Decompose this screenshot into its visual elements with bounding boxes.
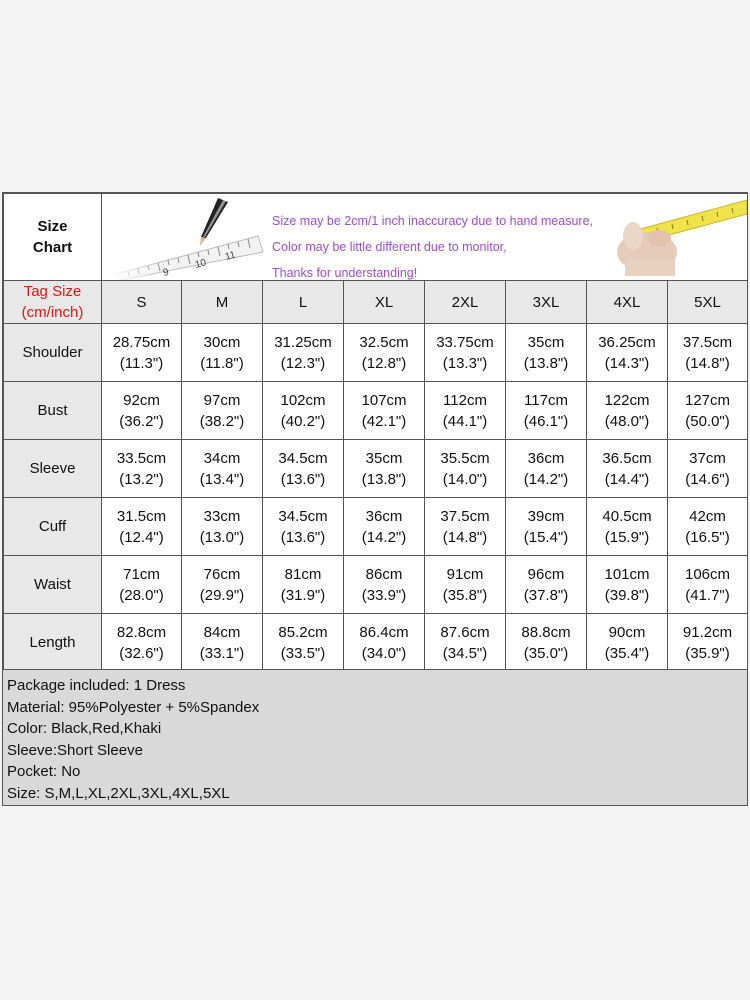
info-material: Material: 95%Polyester + 5%Spandex — [7, 698, 260, 716]
measurement-cell — [263, 614, 344, 672]
measurement-rows — [4, 324, 748, 672]
measurement-cell — [102, 382, 182, 440]
inch-value: (12.4") — [119, 528, 164, 546]
row-label: Sleeve — [4, 440, 102, 498]
inch-value: (40.2") — [280, 412, 326, 430]
inch-value: (13.2") — [119, 470, 164, 488]
table-row — [4, 440, 748, 498]
cm-value: 33.5cm — [116, 449, 167, 467]
size-header: 3XL — [506, 281, 587, 324]
cm-value: 34.5cm — [278, 449, 328, 467]
inch-value: (16.5") — [685, 528, 730, 546]
inch-value: (42.1") — [361, 412, 407, 430]
cm-value: 34cm — [203, 449, 241, 467]
info-color: Color: Black,Red,Khaki — [7, 720, 162, 737]
cm-value: 76cm — [203, 565, 241, 583]
inch-value: (33.1") — [199, 644, 245, 662]
cm-value: 35.5cm — [440, 449, 490, 467]
measurement-cell — [506, 440, 587, 498]
inch-value: (13.3") — [442, 354, 488, 372]
measurement-cell — [102, 556, 182, 614]
measurement-cell — [182, 324, 263, 382]
cm-value: 42cm — [689, 507, 726, 525]
cm-value: 88.8cm — [521, 623, 571, 641]
measurement-cell — [506, 382, 587, 440]
measurement-cell — [506, 614, 587, 672]
measurement-cell — [344, 498, 425, 556]
cm-value: 91.2cm — [682, 623, 733, 641]
table-row — [4, 556, 748, 614]
cm-value: 91cm — [446, 565, 484, 583]
row-label: Shoulder — [4, 324, 102, 382]
cm-value: 86.4cm — [359, 623, 409, 641]
cm-value: 127cm — [684, 391, 731, 409]
table-row — [4, 324, 748, 382]
inch-value: (37.8") — [523, 586, 569, 604]
table-row — [4, 498, 748, 556]
measurement-cell — [263, 382, 344, 440]
cm-value: 33cm — [203, 507, 241, 525]
banner — [102, 194, 748, 281]
measurement-cell — [506, 324, 587, 382]
inch-value: (14.2") — [523, 470, 569, 488]
measurement-cell — [182, 556, 263, 614]
inch-value: (35.0") — [523, 644, 569, 662]
inch-value: (14.8") — [442, 528, 488, 546]
row-label: Cuff — [4, 498, 102, 556]
inch-value: (13.4") — [199, 470, 245, 488]
inch-value: (12.3") — [280, 354, 326, 372]
inch-value: (28.0") — [119, 586, 164, 604]
info-size: Size: S,M,L,XL,2XL,3XL,4XL,5XL — [7, 784, 230, 802]
size-header: L — [263, 281, 344, 324]
table-row — [4, 614, 748, 672]
size-header: XL — [344, 281, 425, 324]
tag-size-line-1: Tag Size — [23, 283, 82, 300]
cm-value: 35cm — [365, 449, 403, 467]
inch-value: (44.1") — [442, 412, 488, 430]
cm-value: 81cm — [284, 565, 322, 583]
cm-value: 84cm — [203, 623, 241, 641]
size-header: 4XL — [587, 281, 668, 324]
cm-value: 87.6cm — [440, 623, 490, 641]
cm-value: 37.5cm — [682, 333, 733, 351]
measurement-cell — [668, 324, 748, 382]
inch-value: (14.4") — [604, 470, 650, 488]
measurement-cell — [182, 614, 263, 672]
inch-value: (11.3") — [119, 354, 164, 372]
measurement-cell — [425, 556, 506, 614]
product-info — [3, 669, 747, 805]
cm-value: 31.5cm — [116, 507, 167, 525]
cm-value: 35cm — [527, 333, 565, 351]
cm-value: 90cm — [608, 623, 646, 641]
info-sleeve: Sleeve:Short Sleeve — [7, 741, 143, 759]
measurement-cell — [668, 614, 748, 672]
cm-value: 30cm — [203, 333, 241, 351]
inch-value: (14.8") — [685, 354, 730, 372]
inch-value: (15.4") — [523, 528, 569, 546]
inch-value: (15.9") — [604, 528, 650, 546]
cm-value: 71cm — [123, 565, 160, 583]
measurement-cell — [102, 614, 182, 672]
measurement-cell — [506, 498, 587, 556]
inch-value: (35.4") — [604, 644, 650, 662]
measurement-cell — [263, 440, 344, 498]
inch-value: (13.6") — [280, 528, 326, 546]
pencil-ruler-icon — [108, 194, 268, 280]
cm-value: 40.5cm — [602, 507, 652, 525]
title-line-1: Size — [37, 218, 68, 235]
measurement-cell — [344, 382, 425, 440]
cm-value: 36cm — [365, 507, 403, 525]
cm-value: 32.5cm — [359, 333, 409, 351]
measurement-cell — [668, 498, 748, 556]
measurement-cell — [425, 498, 506, 556]
table-row — [4, 382, 748, 440]
size-chart-sheet — [2, 192, 748, 806]
title-line-2: Chart — [32, 239, 73, 256]
measurement-cell — [263, 556, 344, 614]
cm-value: 107cm — [361, 391, 407, 409]
cm-value: 36cm — [527, 449, 565, 467]
cm-value: 96cm — [527, 565, 565, 583]
inch-value: (31.9") — [280, 586, 326, 604]
measurement-cell — [668, 382, 748, 440]
inch-value: (29.9") — [199, 586, 245, 604]
tag-size-label — [4, 281, 102, 324]
row-label: Length — [4, 614, 102, 672]
measurement-cell — [344, 324, 425, 382]
measurement-cell — [182, 382, 263, 440]
measurement-cell — [425, 440, 506, 498]
inch-value: (13.8") — [361, 470, 407, 488]
inch-value: (50.0") — [685, 412, 730, 430]
inch-value: (32.6") — [119, 644, 164, 662]
cm-value: 36.5cm — [602, 449, 652, 467]
measurement-cell — [587, 614, 668, 672]
inch-value: (35.8") — [442, 586, 488, 604]
row-label: Waist — [4, 556, 102, 614]
cm-value: 39cm — [527, 507, 565, 525]
inch-value: (14.6") — [685, 470, 730, 488]
inch-value: (35.9") — [685, 644, 730, 662]
inch-value: (14.0") — [442, 470, 488, 488]
cm-value: 97cm — [203, 391, 241, 409]
measurement-cell — [587, 382, 668, 440]
measurement-cell — [182, 498, 263, 556]
size-header: 5XL — [668, 281, 748, 324]
cm-value: 92cm — [123, 391, 160, 409]
info-pocket: Pocket: No — [7, 763, 81, 780]
info-package: Package included: 1 Dress — [7, 677, 186, 694]
cm-value: 106cm — [684, 565, 731, 583]
banner-row — [4, 194, 748, 281]
inch-value: (36.2") — [119, 412, 164, 430]
cm-value: 112cm — [443, 391, 487, 409]
size-header: S — [102, 281, 182, 324]
inch-value: (33.9") — [361, 586, 407, 604]
cm-value: 101cm — [604, 565, 650, 583]
measurement-cell — [102, 498, 182, 556]
measurement-cell — [587, 324, 668, 382]
inch-value: (39.8") — [604, 586, 650, 604]
measurement-cell — [344, 440, 425, 498]
measurement-cell — [587, 440, 668, 498]
measurement-cell — [263, 498, 344, 556]
measurement-cell — [668, 440, 748, 498]
note-line-1: Size may be 2cm/1 inch inaccuracy due to hand measure, — [272, 214, 594, 228]
measurement-cell — [587, 556, 668, 614]
cm-value: 34.5cm — [278, 507, 328, 525]
inch-value: (38.2") — [199, 412, 245, 430]
measurement-cell — [425, 324, 506, 382]
row-label: Bust — [4, 382, 102, 440]
measurement-cell — [263, 324, 344, 382]
inch-value: (41.7") — [685, 586, 730, 604]
measurement-cell — [668, 556, 748, 614]
cm-value: 28.75cm — [112, 333, 171, 351]
inch-value: (13.8") — [523, 354, 569, 372]
inch-value: (14.2") — [361, 528, 407, 546]
cm-value: 122cm — [604, 391, 650, 409]
size-chart-table — [3, 193, 748, 672]
measurement-cell — [182, 440, 263, 498]
cm-value: 36.25cm — [598, 333, 656, 351]
cm-value: 102cm — [280, 391, 326, 409]
note-line-3: Thanks for understanding! — [272, 266, 418, 280]
cm-value: 82.8cm — [116, 623, 167, 641]
inch-value: (33.5") — [280, 644, 326, 662]
inch-value: (11.8") — [200, 354, 244, 372]
inch-value: (34.5") — [442, 644, 488, 662]
size-header-row — [4, 281, 748, 324]
inch-value: (14.3") — [604, 354, 650, 372]
inch-value: (12.8") — [361, 354, 407, 372]
measurement-cell — [102, 324, 182, 382]
size-header: 2XL — [425, 281, 506, 324]
cm-value: 37cm — [689, 449, 726, 467]
inch-value: (13.0") — [199, 528, 245, 546]
tag-size-line-2: (cm/inch) — [21, 304, 84, 321]
cm-value: 37.5cm — [440, 507, 490, 525]
measurement-cell — [344, 556, 425, 614]
cm-value: 86cm — [365, 565, 403, 583]
measurement-cell — [506, 556, 587, 614]
inch-value: (48.0") — [604, 412, 650, 430]
measurement-cell — [425, 382, 506, 440]
cm-value: 117cm — [524, 391, 568, 409]
measurement-cell — [425, 614, 506, 672]
chart-title — [4, 194, 102, 281]
hand-tape-measure-icon — [597, 200, 747, 276]
cm-value: 33.75cm — [436, 333, 494, 351]
cm-value: 85.2cm — [278, 623, 328, 641]
cm-value: 31.25cm — [274, 333, 332, 351]
inch-value: (34.0") — [361, 644, 407, 662]
inch-value: (46.1") — [523, 412, 569, 430]
inch-value: (13.6") — [280, 470, 326, 488]
measurement-cell — [102, 440, 182, 498]
measurement-cell — [587, 498, 668, 556]
size-header: M — [182, 281, 263, 324]
measurement-cell — [344, 614, 425, 672]
note-line-2: Color may be little different due to monitor, — [272, 240, 507, 254]
measurement-notes — [272, 208, 593, 280]
